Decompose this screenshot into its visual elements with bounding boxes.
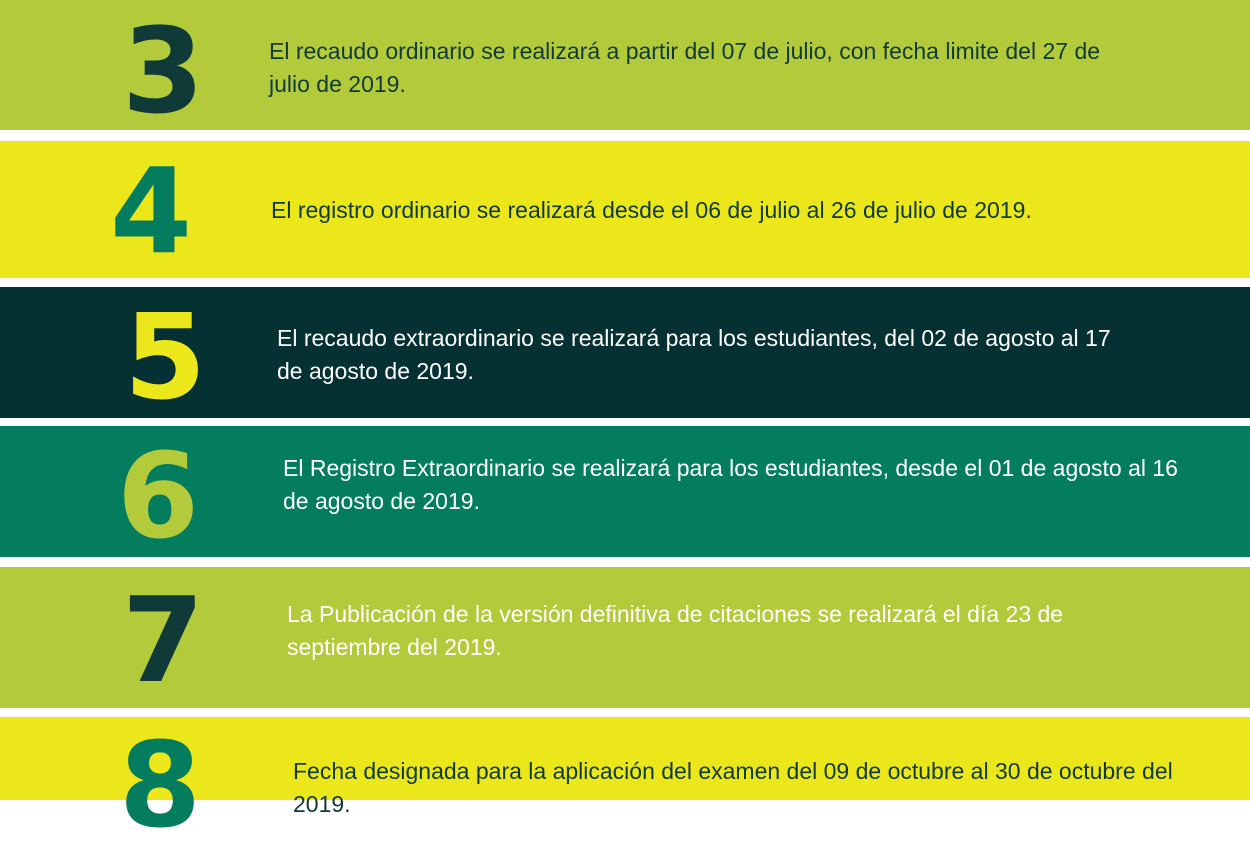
step-number-4: 4 [110,142,191,280]
step-band-6 [0,426,1250,565]
step-number-6: 6 [117,427,198,565]
step-band-5 [0,287,1250,426]
step-text-6: El Registro Extraordinario se realizará para los estudiantes, desde el 01 de agosto al 16 de agosto de 2019. [283,455,1178,514]
step-band-3 [0,0,1250,140]
step-text-7: La Publicación de la versión definitiva de citaciones se realizará el día 23 de septiembre del 2019. [287,601,1064,660]
step-text-8: Fecha designada para la aplicación del examen del 09 de octubre al 30 de octubre del 2019. [293,758,1173,817]
step-band-4 [0,141,1250,278]
step-number-5: 5 [124,288,205,426]
step-text-3: El recaudo ordinario se realizará a partir del 07 de julio, con fecha limite del 27 de julio de 2019. [269,38,1101,97]
step-text-4: El registro ordinario se realizará desde el 06 de julio al 26 de julio de 2019. [271,197,1032,223]
step-number-3: 3 [122,2,203,140]
step-text-5: El recaudo extraordinario se realizará para los estudiantes, del 02 de agosto al 17 de agosto de 2019. [277,325,1111,384]
step-band-8 [0,716,1250,854]
step-number-7: 7 [122,571,203,709]
step-band-7 [0,567,1250,708]
step-number-8: 8 [119,716,200,854]
